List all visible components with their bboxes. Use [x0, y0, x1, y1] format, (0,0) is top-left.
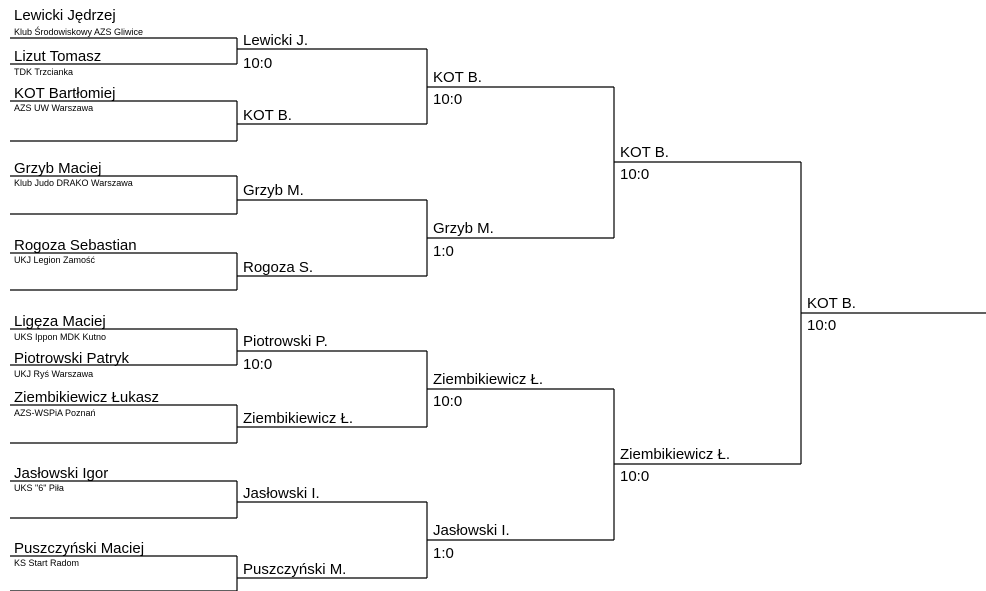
- round1-winner: Jasłowski I.: [243, 485, 320, 502]
- round1-score: 10:0: [243, 55, 273, 72]
- player-name: Grzyb Maciej: [14, 160, 102, 177]
- semifinal-score: 10:0: [620, 468, 650, 485]
- player-name: Ziembikiewicz Łukasz: [14, 389, 160, 406]
- round2-score: 10:0: [433, 393, 463, 410]
- player-club: UKS "6" Piła: [14, 483, 64, 493]
- player-club: UKS Ippon MDK Kutno: [14, 332, 107, 342]
- round1-winner: Rogoza S.: [243, 259, 314, 276]
- player-club: TDK Trzcianka: [14, 67, 74, 77]
- semifinal-score: 10:0: [620, 166, 650, 183]
- player-club: Klub Środowiskowy AZS Gliwice: [14, 27, 144, 37]
- player-name: Lizut Tomasz: [14, 48, 102, 65]
- player-name: Piotrowski Patryk: [14, 350, 130, 367]
- player-club: KS Start Radom: [14, 558, 80, 568]
- round2-winner: Ziembikiewicz Ł.: [433, 371, 544, 388]
- player-club: UKJ Legion Zamość: [14, 255, 96, 265]
- semifinal-winner: Ziembikiewicz Ł.: [620, 446, 731, 463]
- player-club: Klub Judo DRAKO Warszawa: [14, 178, 133, 188]
- player-name: Puszczyński Maciej: [14, 540, 145, 557]
- player-name: Ligęza Maciej: [14, 313, 106, 330]
- round2-score: 10:0: [433, 91, 463, 108]
- round1-winner: Ziembikiewicz Ł.: [243, 410, 354, 427]
- round2-score: 1:0: [433, 243, 454, 260]
- semifinal-winner: KOT B.: [620, 144, 669, 161]
- round2-winner: Grzyb M.: [433, 220, 494, 237]
- player-name: KOT Bartłomiej: [14, 85, 116, 102]
- player-name: Jasłowski Igor: [14, 465, 109, 482]
- final-score: 10:0: [807, 317, 837, 334]
- round2-winner: KOT B.: [433, 69, 482, 86]
- player-club: AZS-WSPiA Poznań: [14, 408, 96, 418]
- player-name: Rogoza Sebastian: [14, 237, 137, 254]
- round1-winner: Grzyb M.: [243, 182, 304, 199]
- round1-score: 10:0: [243, 356, 273, 373]
- final-winner: KOT B.: [807, 295, 856, 312]
- round1-winner: Lewicki J.: [243, 32, 309, 49]
- round1-winner: KOT B.: [243, 107, 292, 124]
- round1-winner: Piotrowski P.: [243, 333, 328, 350]
- player-club: AZS UW Warszawa: [14, 103, 94, 113]
- player-club: UKJ Ryś Warszawa: [14, 369, 94, 379]
- round2-score: 1:0: [433, 545, 454, 562]
- round2-winner: Jasłowski I.: [433, 522, 510, 539]
- player-name: Lewicki Jędrzej: [14, 7, 116, 24]
- round1-winner: Puszczyński M.: [243, 561, 347, 578]
